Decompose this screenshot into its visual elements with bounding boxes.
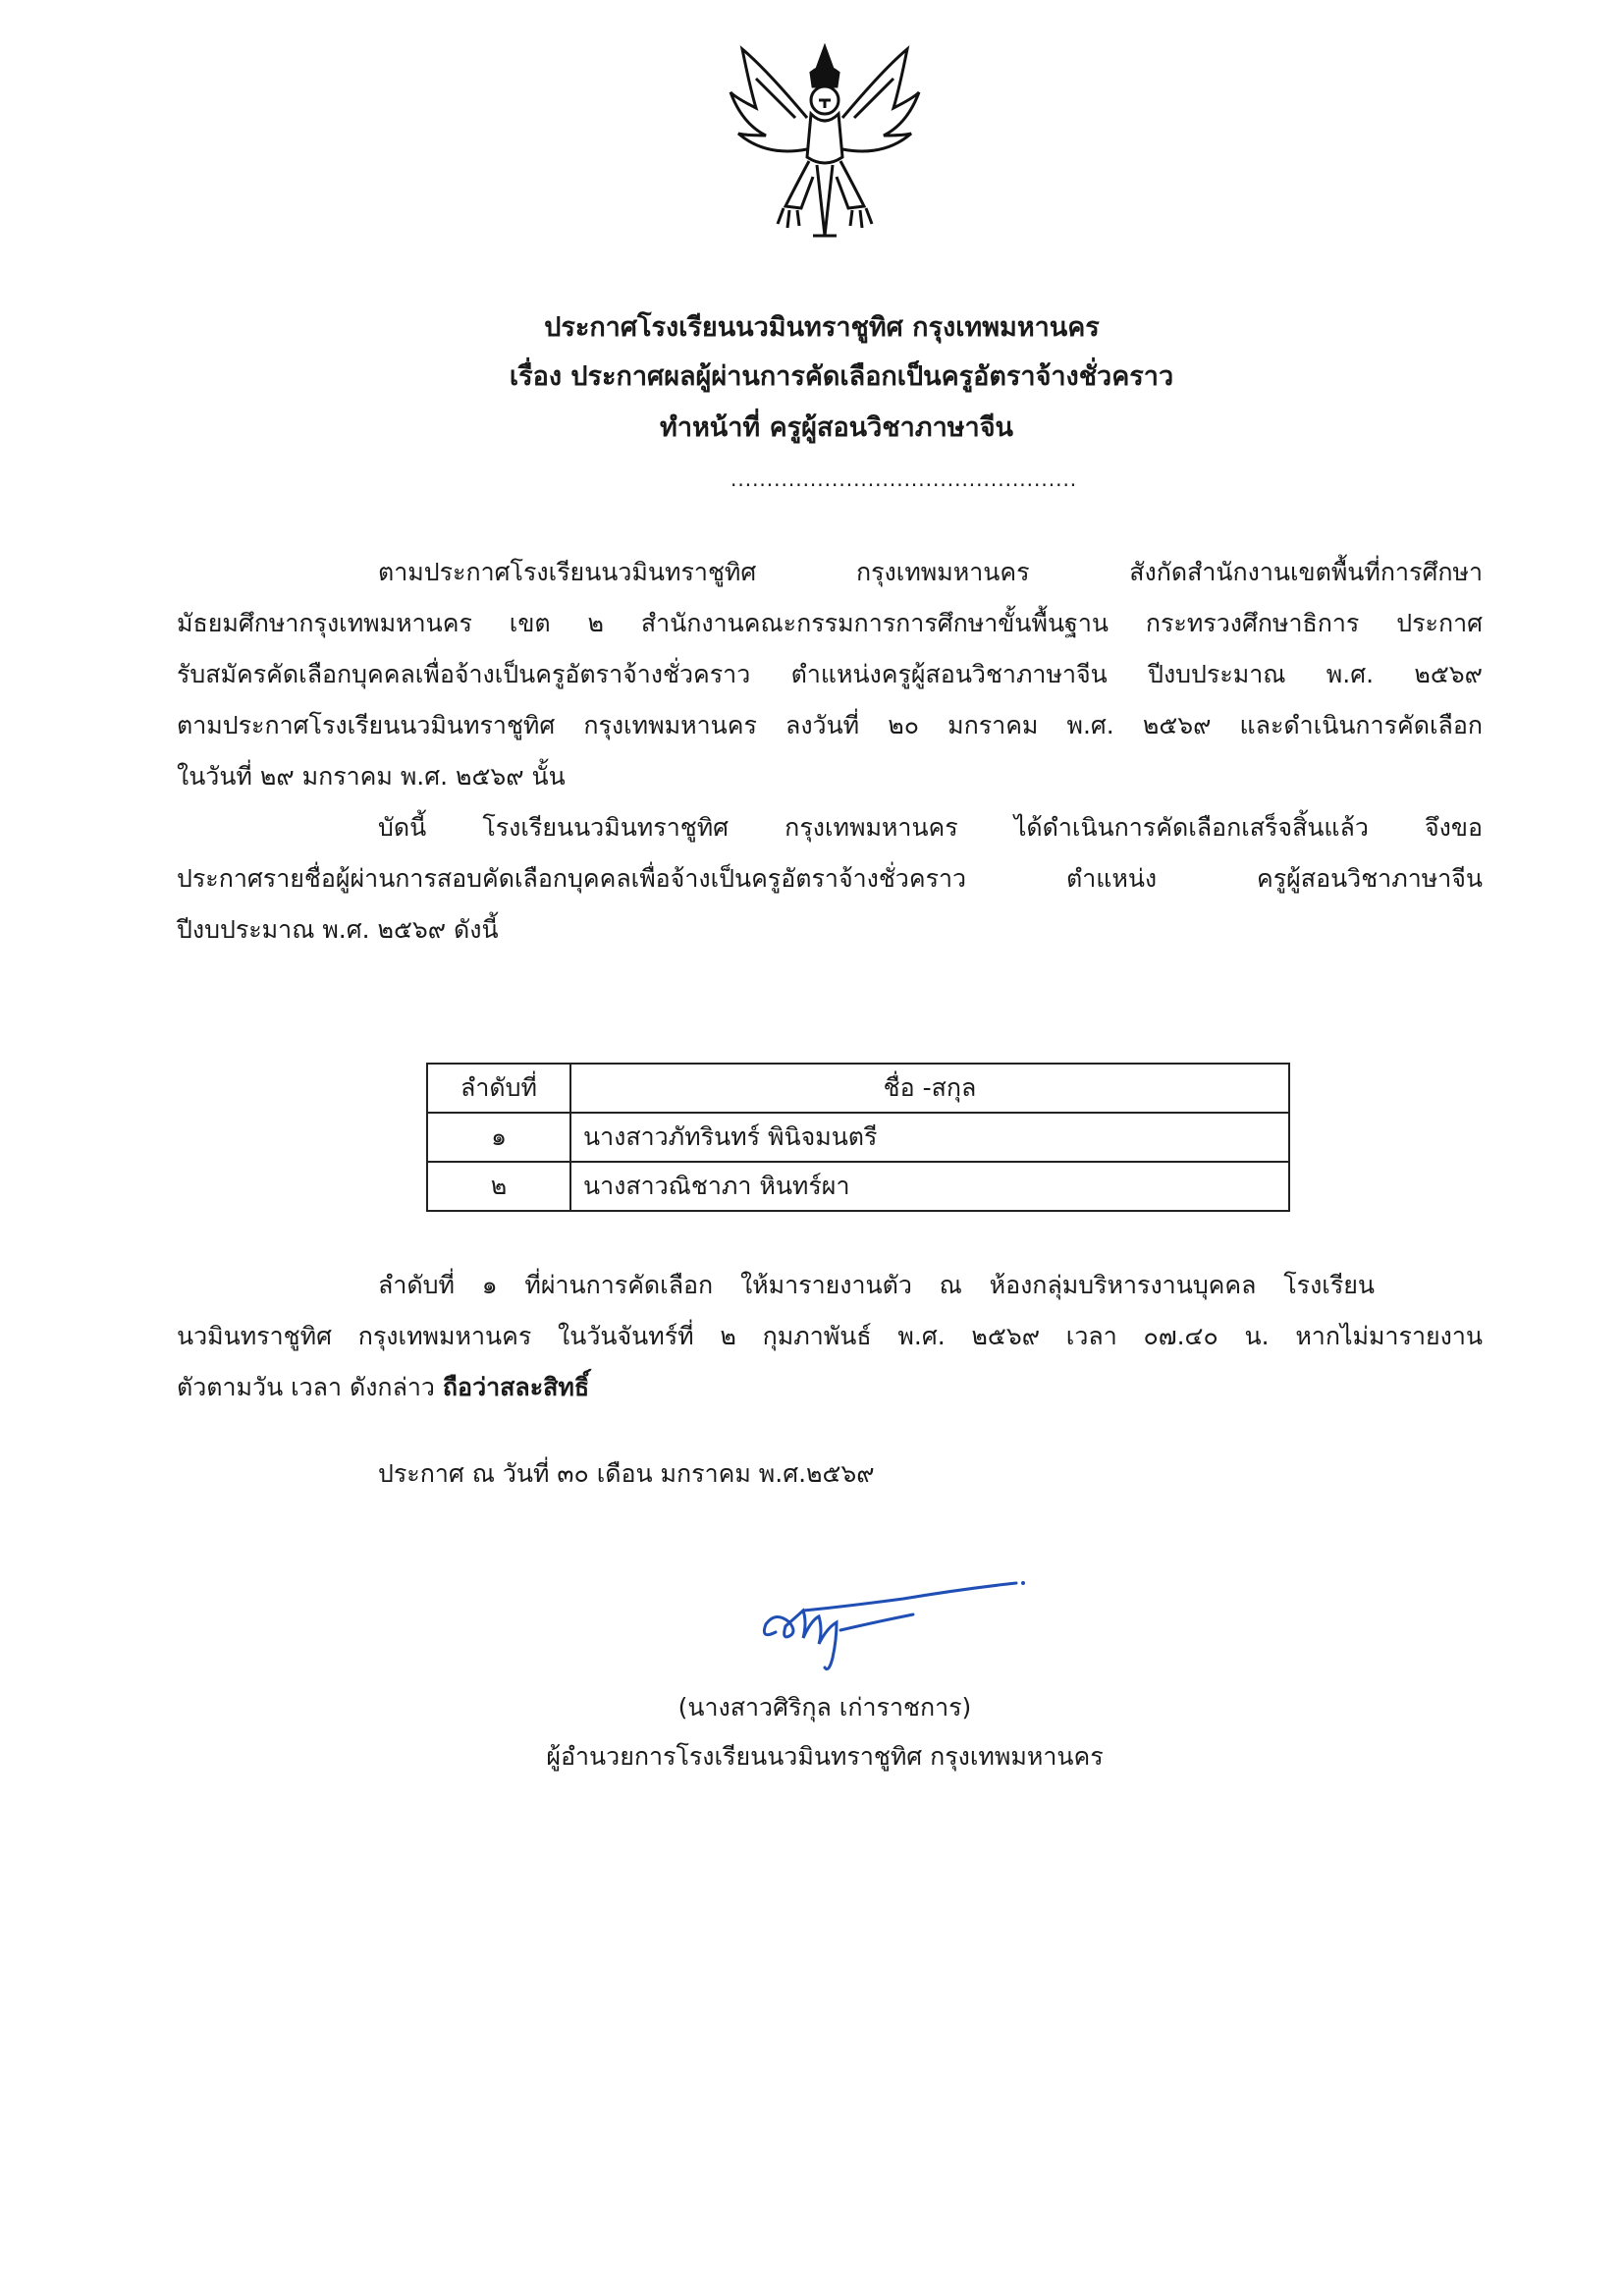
signature-image (746, 1571, 1041, 1679)
announcement-title: ประกาศโรงเรียนนวมินทราชูทิศ กรุงเทพมหานคร (544, 312, 1100, 343)
paragraph-2-line-2: ประกาศรายชื่อผู้ผ่านการสอบคัดเลือกบุคคลเพื่อจ้างเป็นครูอัตราจ้างชั่วคราว ตำแหน่ง ครูผู้สอนวิชาภาษาจีน (177, 864, 1483, 893)
header-separator: ................................................ (731, 467, 1078, 491)
announcement-date: ประกาศ ณ วันที่ ๓๐ เดือน มกราคม พ.ศ.๒๕๖๙ (378, 1459, 875, 1488)
announcement-subject: เรื่อง ประกาศผลผู้ผ่านการคัดเลือกเป็นครูอัตราจ้างชั่วคราว (509, 361, 1174, 392)
results-table (426, 1063, 1290, 1212)
signatory-position: ผู้อำนวยการโรงเรียนนวมินทราชูทิศ กรุงเทพมหานคร (546, 1742, 1104, 1771)
forfeit-notice: ถือว่าสละสิทธิ์ (442, 1373, 590, 1401)
report-line-3-text: ตัวตามวัน เวลา ดังกล่าว (177, 1373, 443, 1401)
announcement-position: ทำหน้าที่ ครูผู้สอนวิชาภาษาจีน (660, 412, 1013, 443)
paragraph-1-line-5: ในวันที่ ๒๙ มกราคม พ.ศ. ๒๕๖๙ นั้น (177, 762, 566, 791)
paragraph-1-line-4: ตามประกาศโรงเรียนนวมินทราชูทิศ กรุงเทพมหานคร ลงวันที่ ๒๐ มกราคม พ.ศ. ๒๕๖๙ และดำเนินการคัดเลือก (177, 711, 1483, 739)
report-line-1: ลำดับที่ ๑ ที่ผ่านการคัดเลือก ให้มารายงานตัว ณ ห้องกลุ่มบริหารงานบุคคล โรงเรียน (378, 1271, 1375, 1299)
signatory-name: (นางสาวศิริกุล เก่าราชการ) (677, 1693, 972, 1722)
report-line-3 (177, 1371, 589, 1404)
report-line-2: นวมินทราชูทิศ กรุงเทพมหานคร ในวันจันทร์ที่ ๒ กุมภาพันธ์ พ.ศ. ๒๕๖๙ เวลา ๐๗.๔๐ น. หากไม่มารายงาน (177, 1322, 1483, 1350)
table-row (427, 1162, 1289, 1211)
paragraph-1-line-3: รับสมัครคัดเลือกบุคคลเพื่อจ้างเป็นครูอัตราจ้างชั่วคราว ตำแหน่งครูผู้สอนวิชาภาษาจีน ปีงบประมาณ พ.ศ. ๒๕๖๙ (177, 660, 1483, 688)
paragraph-2-line-1: บัดนี้ โรงเรียนนวมินทราชูทิศ กรุงเทพมหานคร ได้ดำเนินการคัดเลือกเสร็จสิ้นแล้ว จึงขอ (378, 813, 1483, 842)
row-name: นางสาวภัทรินทร์ พินิจมนตรี (570, 1113, 1289, 1162)
paragraph-2-line-3: ปีงบประมาณ พ.ศ. ๒๕๖๙ ดังนี้ (177, 915, 499, 944)
garuda-emblem-icon (727, 39, 923, 246)
row-name: นางสาวณิชาภา หินทร์ผา (570, 1162, 1289, 1211)
table-header-row (427, 1064, 1289, 1113)
row-order: ๑ (427, 1113, 570, 1162)
table-row (427, 1113, 1289, 1162)
column-header-order: ลำดับที่ (427, 1064, 570, 1113)
row-order: ๒ (427, 1162, 570, 1211)
paragraph-1-line-2: มัธยมศึกษากรุงเทพมหานคร เขต ๒ สำนักงานคณะกรรมการการศึกษาขั้นพื้นฐาน กระทรวงศึกษาธิการ ประกาศ (177, 609, 1483, 637)
paragraph-1-line-1: ตามประกาศโรงเรียนนวมินทราชูทิศ กรุงเทพมหานคร สังกัดสำนักงานเขตพื้นที่การศึกษา (378, 558, 1483, 586)
column-header-name: ชื่อ -สกุล (570, 1064, 1289, 1113)
